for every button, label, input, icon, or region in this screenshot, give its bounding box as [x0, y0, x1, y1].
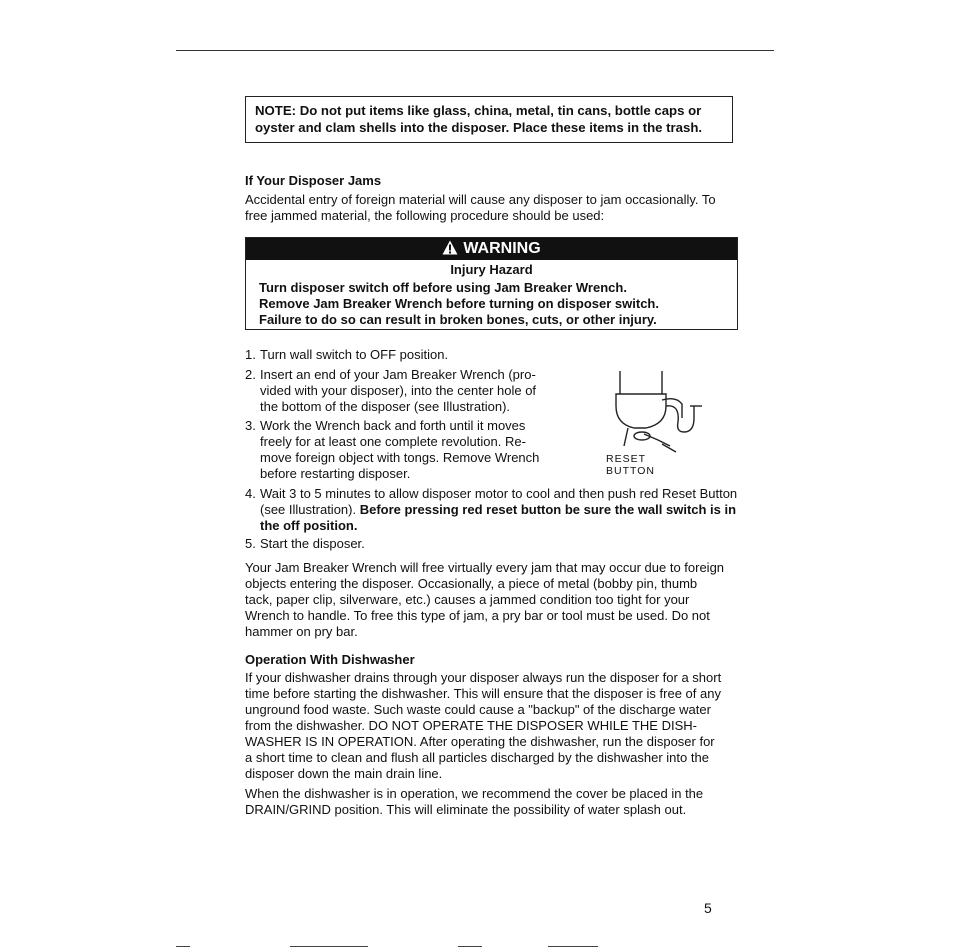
bottom-rule	[290, 946, 368, 947]
text-segment: (see Illustration).	[260, 502, 360, 517]
reset-button-label	[606, 453, 655, 477]
warning-header	[246, 238, 737, 260]
step-text: Turn wall switch to OFF position.	[260, 347, 449, 362]
list-item	[245, 418, 555, 482]
text-line: Work the Wrench back and forth until it moves	[260, 418, 526, 433]
label-line: RESET	[606, 453, 647, 465]
step-text	[260, 418, 555, 482]
step-number: 5.	[245, 536, 256, 551]
list-item	[245, 347, 555, 363]
wrench-paragraph	[245, 560, 738, 640]
dishwasher-heading: Operation With Dishwasher	[245, 652, 415, 667]
text-line: Wrench to handle. To free this type of jam, a pry bar or tool must be used. Do not	[245, 608, 710, 623]
text-line: objects entering the disposer. Occasionally, a piece of metal (bobby pin, thumb	[245, 576, 698, 591]
bold-text-segment: Before pressing red reset button be sure the wall switch is in	[359, 502, 737, 517]
text-line: If your dishwasher drains through your disposer always run the disposer for a short	[245, 670, 722, 685]
jams-heading: If Your Disposer Jams	[245, 173, 382, 188]
list-item	[245, 367, 555, 415]
text-line: WASHER IS IN OPERATION. After operating the dishwasher, run the disposer for	[245, 734, 715, 749]
bold-text-segment: the off position.	[260, 518, 358, 533]
text-line: the bottom of the disposer (see Illustration).	[260, 399, 511, 414]
text-line	[260, 518, 738, 534]
text-line: a short time to clean and flush all particles discharged by the dishwasher into the	[245, 750, 709, 765]
text-line: move foreign object with tongs. Remove Wrench	[260, 450, 540, 465]
jams-intro	[245, 192, 738, 224]
disposer-drawing	[606, 366, 716, 456]
text-line: time before starting the dishwasher. This will ensure that the disposer is free of any	[245, 686, 721, 701]
text-line: When the dishwasher is in operation, we recommend the cover be placed in the	[245, 786, 704, 801]
top-rule	[176, 50, 774, 51]
step-text	[260, 367, 555, 415]
step-number: 3.	[245, 418, 256, 433]
text-line: free jammed material, the following procedure should be used:	[245, 208, 605, 223]
warning-line: Remove Jam Breaker Wrench before turning on disposer switch.	[259, 296, 659, 311]
warning-subtitle: Injury Hazard	[450, 262, 533, 277]
text-line: freely for at least one complete revolution. Re-	[260, 434, 526, 449]
text-line: tack, paper clip, silverware, etc.) causes a jammed condition too tight for your	[245, 592, 690, 607]
step-text	[260, 486, 738, 534]
step-number: 2.	[245, 367, 256, 382]
list-item	[245, 536, 738, 552]
text-line: disposer down the main drain line.	[245, 766, 443, 781]
dishwasher-paragraph-2	[245, 786, 738, 818]
text-line: from the dishwasher. DO NOT OPERATE THE DISPOSER WHILE THE DISH-	[245, 718, 697, 733]
warning-line: Failure to do so can result in broken bones, cuts, or other injury.	[259, 312, 657, 327]
note-line: NOTE: Do not put items like glass, china, metal, tin cans, bottle caps or	[255, 103, 702, 118]
warning-title: WARNING	[463, 240, 541, 257]
step-number: 1.	[245, 347, 256, 362]
text-line: unground food waste. Such waste could cause a "backup" of the discharge water	[245, 702, 711, 717]
dishwasher-paragraph	[245, 670, 738, 782]
bottom-rule	[458, 946, 482, 947]
warning-box	[245, 237, 738, 330]
disposer-illustration	[606, 366, 716, 476]
warning-triangle-icon	[442, 240, 458, 262]
label-line: BUTTON	[606, 465, 655, 477]
list-item	[245, 486, 738, 534]
note-line: oyster and clam shells into the disposer. Place these items in the trash.	[255, 120, 703, 135]
text-line: DRAIN/GRIND position. This will eliminate the possibility of water splash out.	[245, 802, 687, 817]
text-line	[260, 502, 738, 518]
step-number: 4.	[245, 486, 256, 501]
note-box	[245, 96, 733, 143]
warning-line: Turn disposer switch off before using Jam Breaker Wrench.	[259, 280, 627, 295]
bottom-rule	[548, 946, 598, 947]
text-line: Insert an end of your Jam Breaker Wrench (pro-	[260, 367, 536, 382]
bottom-rule	[176, 946, 190, 947]
text-line: vided with your disposer), into the center hole of	[260, 383, 537, 398]
text-line: hammer on pry bar.	[245, 624, 358, 639]
step-text: Start the disposer.	[260, 536, 365, 551]
text-line: before restarting disposer.	[260, 466, 411, 481]
text-line: Accidental entry of foreign material will cause any disposer to jam occasionally. To	[245, 192, 716, 207]
text-line: Wait 3 to 5 minutes to allow disposer motor to cool and then push red Reset Button	[260, 486, 738, 501]
page-number: 5	[704, 900, 712, 916]
text-line: Your Jam Breaker Wrench will free virtually every jam that may occur due to foreign	[245, 560, 725, 575]
